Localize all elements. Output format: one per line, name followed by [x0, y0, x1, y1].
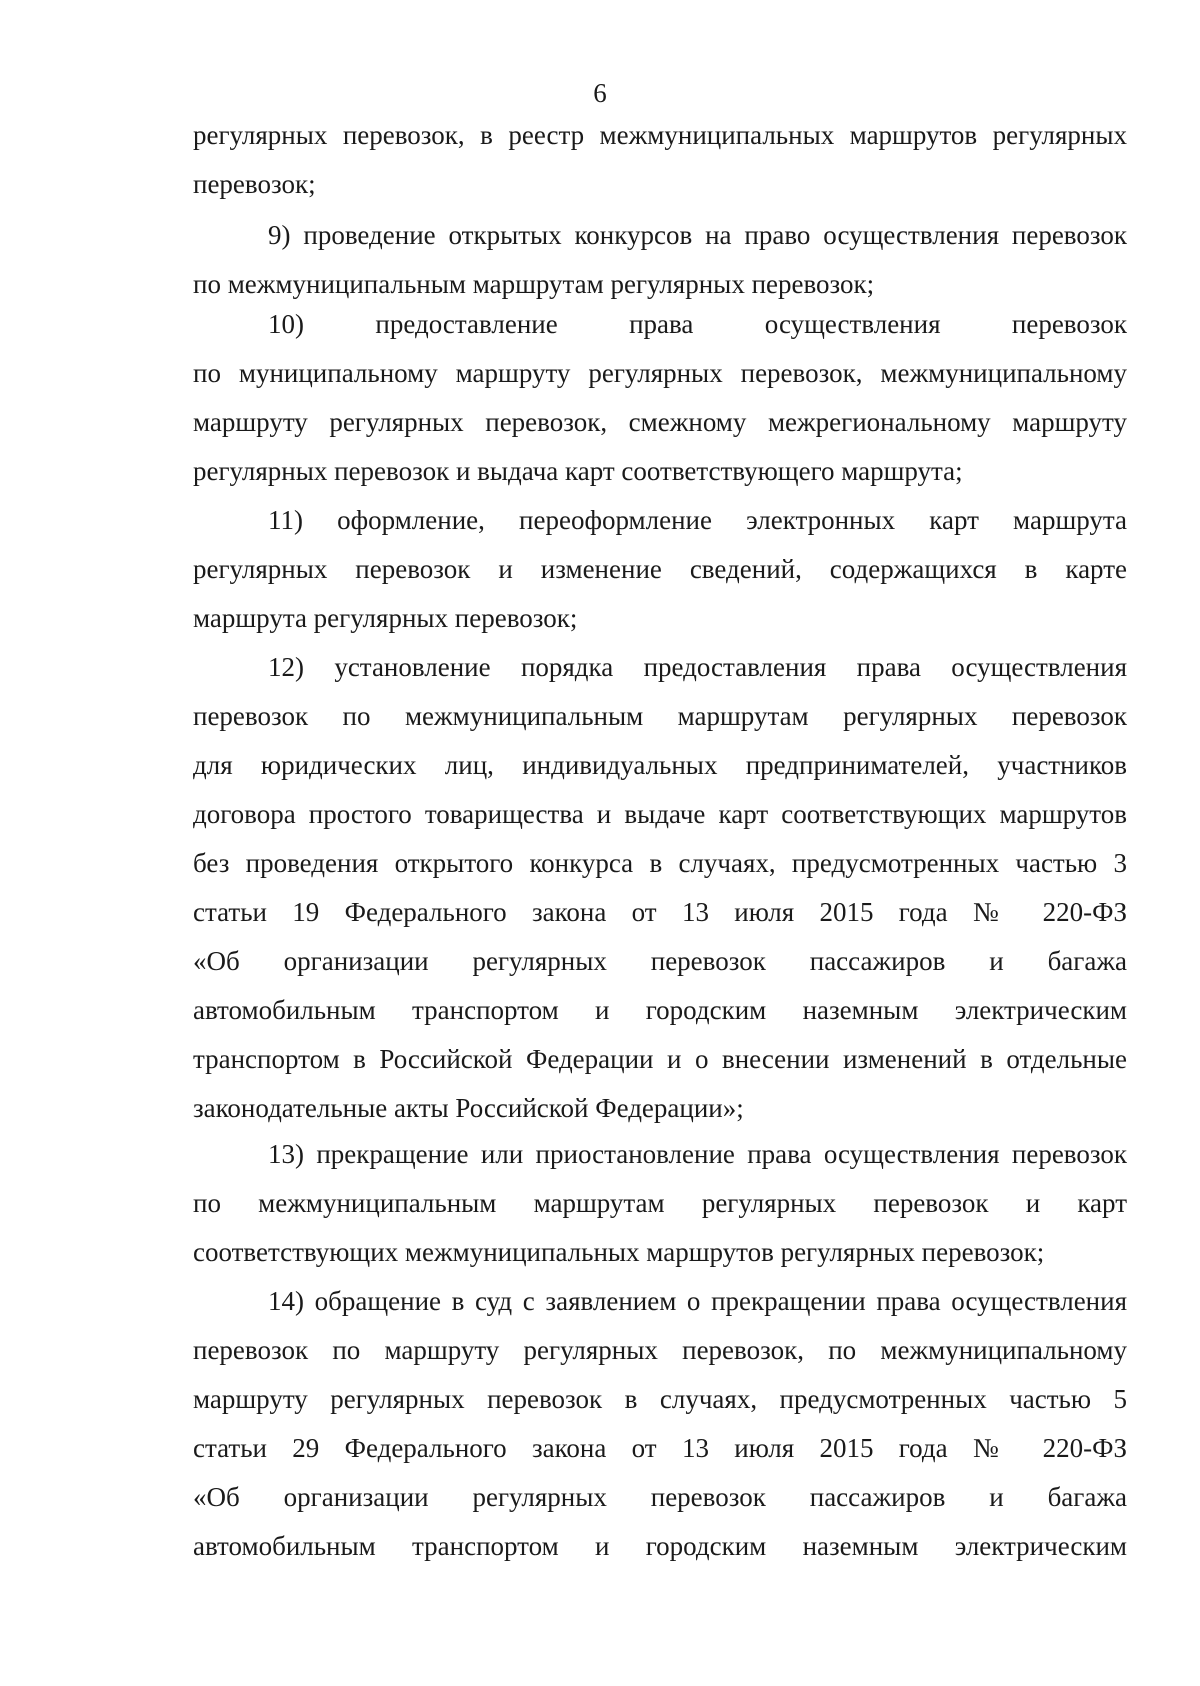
text-line: маршруту регулярных перевозок в случаях, предусмотренных частью 5: [193, 1384, 1127, 1414]
text-line: по межмуниципальным маршрутам регулярных перевозок;: [193, 269, 875, 299]
text-line: регулярных перевозок и изменение сведений, содержащихся в карте: [193, 554, 1127, 584]
list-item-10: [193, 300, 1127, 496]
text-line: статьи 29 Федерального закона от 13 июля 2015 года № 220-ФЗ: [193, 1433, 1127, 1463]
text-line: маршруту регулярных перевозок, смежному межрегиональному маршруту: [193, 407, 1127, 437]
text-line: перевозок по маршруту регулярных перевозок, по межмуниципальному: [193, 1335, 1127, 1365]
text-line: договора простого товарищества и выдаче карт соответствующих маршрутов: [193, 799, 1127, 829]
text-line: автомобильным транспортом и городским наземным электрическим: [193, 995, 1127, 1025]
text-line: по межмуниципальным маршрутам регулярных перевозок и карт: [193, 1188, 1127, 1218]
text-line: без проведения открытого конкурса в случаях, предусмотренных частью 3: [193, 848, 1127, 878]
text-line: «Об организации регулярных перевозок пассажиров и багажа: [193, 946, 1127, 976]
text-line: соответствующих межмуниципальных маршрутов регулярных перевозок;: [193, 1237, 1045, 1267]
list-item-9: [193, 211, 1127, 309]
text-line: 9) проведение открытых конкурсов на право осуществления перевозок: [268, 220, 1127, 250]
list-item-13: [193, 1130, 1127, 1277]
text-line: перевозок;: [193, 169, 316, 199]
text-line: маршрута регулярных перевозок;: [193, 603, 578, 633]
text-line: 14) обращение в суд с заявлением о прекращении права осуществления: [268, 1286, 1127, 1316]
text-line: 10) предоставление права осуществления перевозок: [268, 309, 1127, 339]
text-line: транспортом в Российской Федерации и о внесении изменений в отдельные: [193, 1044, 1127, 1074]
text-line: регулярных перевозок, в реестр межмуниципальных маршрутов регулярных: [193, 120, 1127, 150]
text-line: по муниципальному маршруту регулярных перевозок, межмуниципальному: [193, 358, 1127, 388]
paragraph-continuation: [193, 111, 1127, 209]
text-line: регулярных перевозок и выдача карт соответствующего маршрута;: [193, 456, 963, 486]
list-item-14: [193, 1277, 1127, 1571]
page-number: 6: [593, 78, 607, 108]
text-line: 12) установление порядка предоставления права осуществления: [268, 652, 1127, 682]
list-item-12: [193, 643, 1127, 1133]
text-line: 11) оформление, переоформление электронных карт маршрута: [268, 505, 1127, 535]
text-line: законодательные акты Российской Федерации»;: [193, 1093, 744, 1123]
text-line: 13) прекращение или приостановление права осуществления перевозок: [268, 1139, 1127, 1169]
text-line: автомобильным транспортом и городским наземным электрическим: [193, 1531, 1127, 1561]
list-item-11: [193, 496, 1127, 643]
text-line: перевозок по межмуниципальным маршрутам регулярных перевозок: [193, 701, 1127, 731]
text-line: «Об организации регулярных перевозок пассажиров и багажа: [193, 1482, 1127, 1512]
text-line: для юридических лиц, индивидуальных предпринимателей, участников: [193, 750, 1127, 780]
text-line: статьи 19 Федерального закона от 13 июля 2015 года № 220-ФЗ: [193, 897, 1127, 927]
